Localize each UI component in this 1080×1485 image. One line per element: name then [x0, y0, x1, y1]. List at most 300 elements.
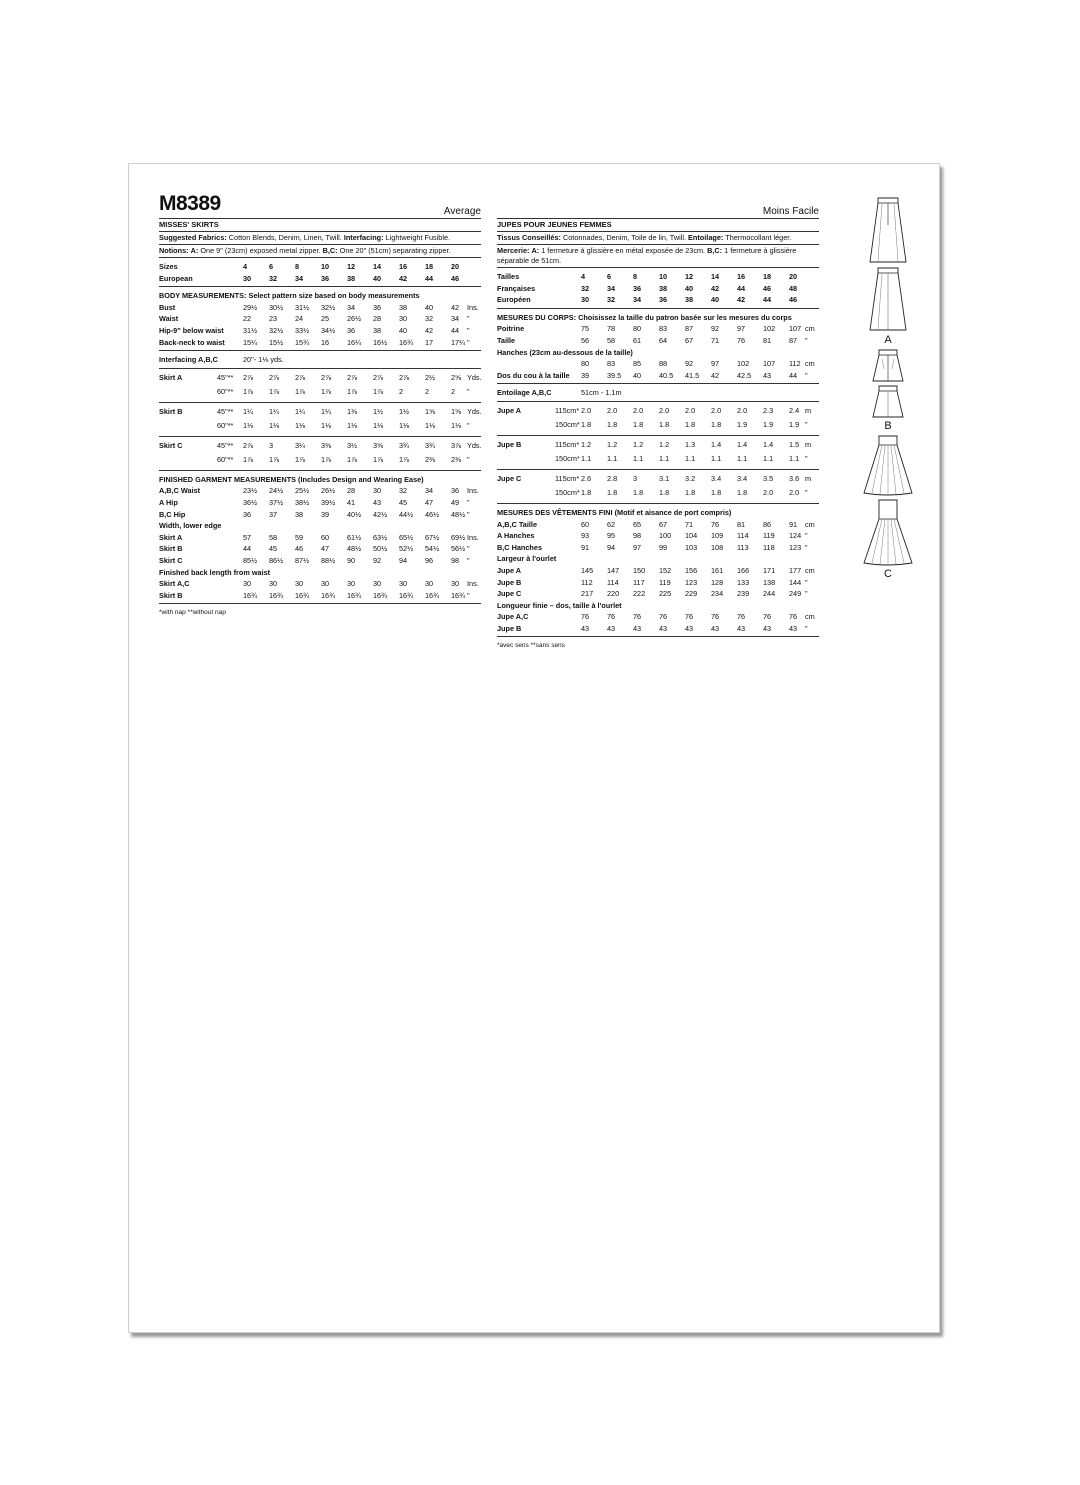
cell-value: 1⅛	[347, 420, 358, 430]
row-label: Sizes	[159, 262, 178, 271]
cell-value: 1.8	[711, 419, 722, 429]
row-label: Skirt A	[159, 532, 183, 542]
cell-value: 76	[763, 612, 772, 622]
cell-value: 1.8	[659, 419, 670, 429]
row-label: B,C Hip	[159, 509, 186, 519]
cell-value: 1⅞	[347, 454, 358, 464]
cell-value: 1.1	[737, 453, 748, 463]
cell-value: 44	[737, 283, 746, 293]
unit-label: Yds.	[467, 440, 482, 450]
cell-value: 3¾	[425, 440, 436, 450]
fabric-width: 60"**	[217, 386, 234, 396]
cell-value: 25½	[295, 486, 310, 496]
cell-value: 46	[789, 295, 798, 305]
cell-value: 3½	[347, 440, 358, 450]
width-rows-fr	[497, 565, 819, 600]
cell-value: 124	[789, 531, 802, 541]
cell-value: 87	[789, 335, 798, 345]
row-label: Back-neck to waist	[159, 337, 225, 347]
row-label: B,C Hanches	[497, 542, 543, 552]
finished-top-rows-fr	[497, 519, 819, 554]
cell-value: 40½	[347, 509, 362, 519]
table-row	[497, 271, 819, 283]
cell-value: 114	[737, 531, 749, 541]
difficulty-level-fr: Moins Facile	[762, 205, 819, 217]
cell-value: 1⅞	[269, 386, 280, 396]
cell-value: 16	[737, 272, 746, 281]
cell-value: 239	[737, 589, 750, 599]
cell-value: 133	[737, 577, 750, 587]
cell-value: 47	[425, 497, 434, 507]
table-row	[159, 302, 481, 314]
cell-value: 99	[659, 542, 668, 552]
table-row	[497, 588, 819, 600]
cell-value: 39.5	[607, 370, 622, 380]
notions-bc-label-fr: B,C:	[707, 246, 723, 255]
table-row	[159, 440, 481, 454]
cell-value: 2.0	[711, 405, 722, 415]
cell-value: 97	[711, 359, 720, 369]
cell-value: 54½	[425, 544, 440, 554]
row-label: Tailles	[497, 272, 520, 281]
cell-value: 3.4	[711, 473, 722, 483]
fabric-width: 60"**	[217, 454, 234, 464]
cell-value: 76	[633, 612, 642, 622]
cell-value: 1.1	[607, 453, 618, 463]
fabrics-line-fr	[497, 232, 819, 245]
cell-value: 46	[763, 283, 772, 293]
cell-value: 156	[685, 565, 698, 575]
cell-value: 1⅛	[451, 420, 462, 430]
cell-value: 32	[269, 273, 278, 283]
cell-value: 81	[763, 335, 772, 345]
cell-value: 1¼	[269, 406, 280, 416]
cell-value: 144	[789, 577, 802, 587]
cell-value: 1⅛	[295, 420, 306, 430]
cell-value: 97	[633, 542, 642, 552]
row-label: A,B,C Waist	[159, 486, 201, 496]
cell-value: 87½	[295, 555, 310, 565]
cell-value: 1.2	[633, 439, 644, 449]
notions-bc-text: One 20" (51cm) separating zipper.	[339, 246, 451, 255]
cell-value: 92	[685, 359, 694, 369]
fabrics-label: Suggested Fabrics:	[159, 233, 227, 242]
cell-value: 38	[659, 283, 668, 293]
row-label: Jupe A	[497, 565, 522, 575]
cell-value: 3⅜	[321, 440, 332, 450]
cell-value: 1.2	[581, 439, 592, 449]
notions-line	[159, 245, 481, 258]
cell-value: 75	[581, 324, 590, 334]
cell-value: 38	[295, 509, 304, 519]
cell-value: 60	[581, 519, 590, 529]
cell-value: 109	[711, 531, 724, 541]
row-label: Jupe C	[497, 589, 522, 599]
cell-value: 108	[711, 542, 724, 552]
cell-value: 1.1	[633, 453, 644, 463]
cell-value: 2⅞	[269, 372, 280, 382]
cell-value: 10	[659, 272, 668, 281]
cell-value: 30	[269, 579, 278, 589]
cell-value: 3⅝	[373, 440, 384, 450]
cell-value: 12	[685, 272, 694, 281]
cell-value: 6	[269, 262, 274, 271]
cell-value: 1⅝	[451, 406, 462, 416]
cell-value: 10	[321, 262, 330, 271]
table-row	[497, 323, 819, 335]
cell-value: 16¾	[347, 590, 362, 600]
unit-label: "	[467, 454, 470, 464]
cell-value: 1.4	[711, 439, 722, 449]
interfacing-text: Lightweight Fusible.	[385, 233, 451, 242]
cell-value: 43	[633, 623, 642, 633]
cell-value: 14	[711, 272, 720, 281]
length-rows-fr	[497, 611, 819, 634]
cell-value: 107	[763, 359, 776, 369]
cell-value: 48	[789, 283, 798, 293]
footnote-fr: *avec sens **sans sens	[497, 642, 565, 650]
header	[159, 194, 481, 219]
cell-value: 112	[581, 577, 593, 587]
cell-value: 1¼	[295, 406, 306, 416]
interfacing-row	[159, 354, 481, 366]
cell-value: 52½	[399, 544, 414, 554]
yardage-group	[159, 403, 481, 437]
cell-value: 16¾	[399, 337, 414, 347]
cell-value: 30	[425, 579, 434, 589]
cell-value: 8	[295, 262, 300, 271]
cell-value: 26½	[321, 486, 336, 496]
cell-value: 3.5	[763, 473, 774, 483]
cell-value: 30	[373, 486, 382, 496]
fabric-width: 115cm*	[555, 405, 580, 415]
cell-value: 34	[347, 302, 356, 312]
cell-value: 100	[659, 531, 672, 541]
cell-value: 3	[269, 440, 274, 450]
row-label: Taille	[497, 335, 516, 345]
cell-value: 81	[737, 519, 746, 529]
cell-value: 42	[711, 283, 720, 293]
cell-value: 1⅞	[321, 386, 332, 396]
length-rows	[159, 578, 481, 601]
cell-value: 38½	[295, 497, 310, 507]
cell-value: 2⅞	[321, 372, 332, 382]
unit-label: "	[805, 589, 808, 599]
body-measurements-heading: BODY MEASUREMENTS: Select pattern size based on body measurements	[159, 291, 420, 301]
cell-value: 76	[659, 612, 668, 622]
cell-value: 102	[737, 359, 750, 369]
cell-value: 3¾	[399, 440, 410, 450]
skirt-c-back-icon	[862, 497, 914, 567]
table-row	[497, 611, 819, 623]
cell-value: 1.1	[763, 453, 774, 463]
table-row	[159, 261, 481, 273]
unit-label: "	[467, 314, 470, 324]
row-label: Skirt B	[159, 544, 183, 554]
cell-value: 2⅜	[425, 454, 436, 464]
cell-value: 2½	[425, 372, 436, 382]
unit-label: m	[805, 439, 812, 449]
cell-value: 1⅞	[243, 454, 254, 464]
cell-value: 16¾	[451, 590, 466, 600]
cell-value: 16¾	[321, 590, 336, 600]
table-row	[497, 577, 819, 589]
cell-value: 234	[711, 589, 724, 599]
unit-label: m	[805, 473, 812, 483]
interfacing-label-fr: Entoilage:	[688, 233, 724, 242]
cell-value: 1.1	[711, 453, 722, 463]
table-row	[159, 406, 481, 420]
cell-value: 1⅝	[425, 406, 436, 416]
row-label: Jupe B	[497, 623, 522, 633]
cell-value: 95	[607, 531, 616, 541]
yardage-group	[159, 437, 481, 471]
cell-value: 44	[425, 273, 434, 283]
cell-value: 1.8	[607, 487, 618, 497]
cell-value: 63½	[373, 532, 388, 542]
cell-value: 76	[607, 612, 616, 622]
cell-value: 57	[243, 532, 252, 542]
body-measurements-heading-fr: MESURES DU CORPS: Choisissez la taille du patron basée sur les mesures du corps	[497, 312, 792, 322]
cell-value: 2.0	[633, 405, 644, 415]
cell-value: 1½	[373, 406, 384, 416]
cell-value: 96	[425, 555, 434, 565]
interfacing-section	[159, 351, 481, 369]
table-row	[159, 532, 481, 544]
yardage-label: Skirt B	[159, 406, 183, 416]
row-label: Bust	[159, 302, 176, 312]
interfacing-label: Interfacing:	[343, 233, 384, 242]
sizes-section-fr	[497, 268, 819, 309]
cell-value: 1¼	[321, 406, 332, 416]
cell-value: 34	[425, 486, 434, 496]
cell-value: 1⅞	[347, 386, 358, 396]
fabric-width: 115cm*	[555, 473, 580, 483]
cell-value: 2.0	[659, 405, 670, 415]
notions-bc-label: B,C:	[322, 246, 338, 255]
notions-line-fr	[497, 245, 819, 268]
sizes-section	[159, 258, 481, 287]
cell-value: 42	[711, 370, 720, 380]
cell-value: 37	[269, 509, 278, 519]
cell-value: 123	[685, 577, 698, 587]
cell-value: 3.6	[789, 473, 800, 483]
cell-value: 20	[451, 262, 460, 271]
cell-value: 147	[607, 565, 620, 575]
cell-value: 42.5	[737, 370, 752, 380]
cell-value: 43	[763, 623, 772, 633]
row-label: Européen	[497, 295, 531, 305]
cell-value: 1⅞	[373, 386, 384, 396]
cell-value: 30	[347, 579, 356, 589]
cell-value: 43	[789, 623, 798, 633]
cell-value: 18	[763, 272, 772, 281]
cell-value: 1.8	[581, 419, 592, 429]
cell-value: 30	[581, 295, 590, 305]
table-row	[159, 325, 481, 337]
cell-value: 1.5	[789, 439, 800, 449]
skirt-a-front-icon	[862, 195, 914, 265]
cell-value: 1⅛	[243, 420, 254, 430]
cell-value: 93	[581, 531, 590, 541]
unit-label: cm	[805, 519, 815, 529]
cell-value: 87	[685, 324, 694, 334]
cell-value: 43	[685, 623, 694, 633]
cell-value: 1⅜	[347, 406, 358, 416]
fabrics-text: Cotton Blends, Denim, Linen, Twill.	[228, 233, 342, 242]
unit-label: "	[467, 420, 470, 430]
cell-value: 103	[685, 542, 698, 552]
cell-value: 50½	[373, 544, 388, 554]
view-b-label: B	[884, 420, 892, 432]
cell-value: 2.0	[581, 405, 592, 415]
cell-value: 2⅞	[347, 372, 358, 382]
fabric-width: 45"**	[217, 406, 234, 416]
cell-value: 31½	[243, 325, 258, 335]
unit-label: m	[805, 405, 812, 415]
length-heading-fr: Longueur finie – dos, taille à l'ourlet	[497, 600, 622, 610]
yardage-label: Jupe B	[497, 439, 522, 449]
unit-label: cm	[805, 612, 815, 622]
cell-value: 65	[633, 519, 642, 529]
unit-label: cm	[805, 565, 815, 575]
cell-value: 36½	[243, 497, 258, 507]
table-row	[159, 485, 481, 497]
cell-value: 69½	[451, 532, 466, 542]
cell-value: 161	[711, 565, 724, 575]
cell-value: 98	[451, 555, 460, 565]
cell-value: 1.1	[581, 453, 592, 463]
table-row	[497, 623, 819, 635]
cell-value: 65½	[399, 532, 414, 542]
cell-value: 1.3	[685, 439, 696, 449]
cell-value: 90	[347, 555, 356, 565]
cell-value: 114	[607, 577, 619, 587]
cell-value: 16¾	[295, 590, 310, 600]
cell-value: 32	[399, 486, 408, 496]
cell-value: 83	[607, 359, 616, 369]
cell-value: 102	[763, 324, 776, 334]
unit-label: "	[805, 370, 808, 380]
unit-label: Ins.	[467, 579, 479, 589]
unit-label: Yds.	[467, 372, 482, 382]
cell-value: 112	[789, 359, 801, 369]
cell-value: 48½	[347, 544, 362, 554]
cell-value: 3¼	[295, 440, 306, 450]
unit-label: "	[467, 497, 470, 507]
cell-value: 40	[633, 370, 642, 380]
cell-value: 91	[789, 519, 798, 529]
cell-value: 3.1	[659, 473, 670, 483]
cell-value: 16¾	[425, 590, 440, 600]
cell-value: 2.0	[607, 405, 618, 415]
cell-value: 30½	[269, 302, 284, 312]
cell-value: 38	[399, 302, 408, 312]
cell-value: 34½	[321, 325, 336, 335]
cell-value: 48½	[451, 509, 466, 519]
cell-value: 46½	[425, 509, 440, 519]
cell-value: 1.8	[581, 487, 592, 497]
cell-value: 2⅜	[451, 454, 462, 464]
cell-value: 38	[373, 325, 382, 335]
pattern-code: M8389	[159, 192, 221, 215]
cell-value: 30	[399, 314, 408, 324]
unit-label: "	[805, 419, 808, 429]
table-row	[497, 283, 819, 295]
english-column	[159, 194, 481, 619]
cell-value: 2	[451, 386, 456, 396]
table-row	[159, 590, 481, 602]
cell-value: 16½	[373, 337, 388, 347]
interfacing-row-fr	[497, 387, 819, 399]
body-measurement-rows	[159, 302, 481, 348]
finished-measurements-section	[159, 471, 481, 605]
cell-value: 1.1	[789, 453, 800, 463]
unit-label: "	[467, 544, 470, 554]
cell-value: 12	[347, 262, 356, 271]
cell-value: 85½	[243, 555, 258, 565]
cell-value: 76	[711, 519, 720, 529]
fabric-width: 150cm*	[555, 419, 580, 429]
finished-heading: FINISHED GARMENT MEASUREMENTS (Includes Design and Wearing Ease)	[159, 474, 424, 484]
fabrics-label-fr: Tissus Conseillés:	[497, 233, 561, 242]
yardage-label: Skirt A	[159, 372, 183, 382]
unit-label: "	[805, 577, 808, 587]
cell-value: 42	[399, 273, 408, 283]
cell-value: 1.8	[685, 419, 696, 429]
cell-value: 150	[633, 565, 646, 575]
cell-value: 40	[399, 325, 408, 335]
cell-value: 1⅞	[373, 454, 384, 464]
table-row	[159, 509, 481, 521]
cell-value: 2.0	[737, 405, 748, 415]
cell-value: 85	[633, 359, 642, 369]
row-label: Skirt B	[159, 590, 183, 600]
yardage-group	[159, 369, 481, 403]
table-row	[159, 420, 481, 434]
cell-value: 42	[737, 295, 746, 305]
interfacing-section-fr	[497, 384, 819, 402]
cell-value: 24	[295, 314, 304, 324]
cell-value: 1⅛	[269, 420, 280, 430]
cell-value: 118	[763, 542, 775, 552]
cell-value: 3.4	[737, 473, 748, 483]
unit-label: "	[467, 386, 470, 396]
unit-label: cm	[805, 324, 815, 334]
row-label: Skirt C	[159, 555, 183, 565]
cell-value: 41.5	[685, 370, 700, 380]
cell-value: 1.2	[607, 439, 618, 449]
cell-value: 44½	[399, 509, 414, 519]
cell-value: 2.0	[789, 487, 800, 497]
cell-value: 23½	[243, 486, 258, 496]
table-row	[497, 370, 819, 382]
cell-value: 33½	[295, 325, 310, 335]
unit-label: "	[467, 590, 470, 600]
unit-label: "	[805, 453, 808, 463]
cell-value: 26½	[347, 314, 362, 324]
cell-value: 28	[373, 314, 382, 324]
cell-value: 15½	[269, 337, 284, 347]
cell-value: 78	[607, 324, 616, 334]
table-row	[497, 419, 819, 433]
cell-value: 76	[581, 612, 590, 622]
cell-value: 2⅞	[373, 372, 384, 382]
skirt-c-front-icon	[862, 433, 914, 497]
cell-value: 1.2	[659, 439, 670, 449]
view-c-label: C	[884, 568, 892, 580]
row-label: Skirt A,C	[159, 579, 190, 589]
